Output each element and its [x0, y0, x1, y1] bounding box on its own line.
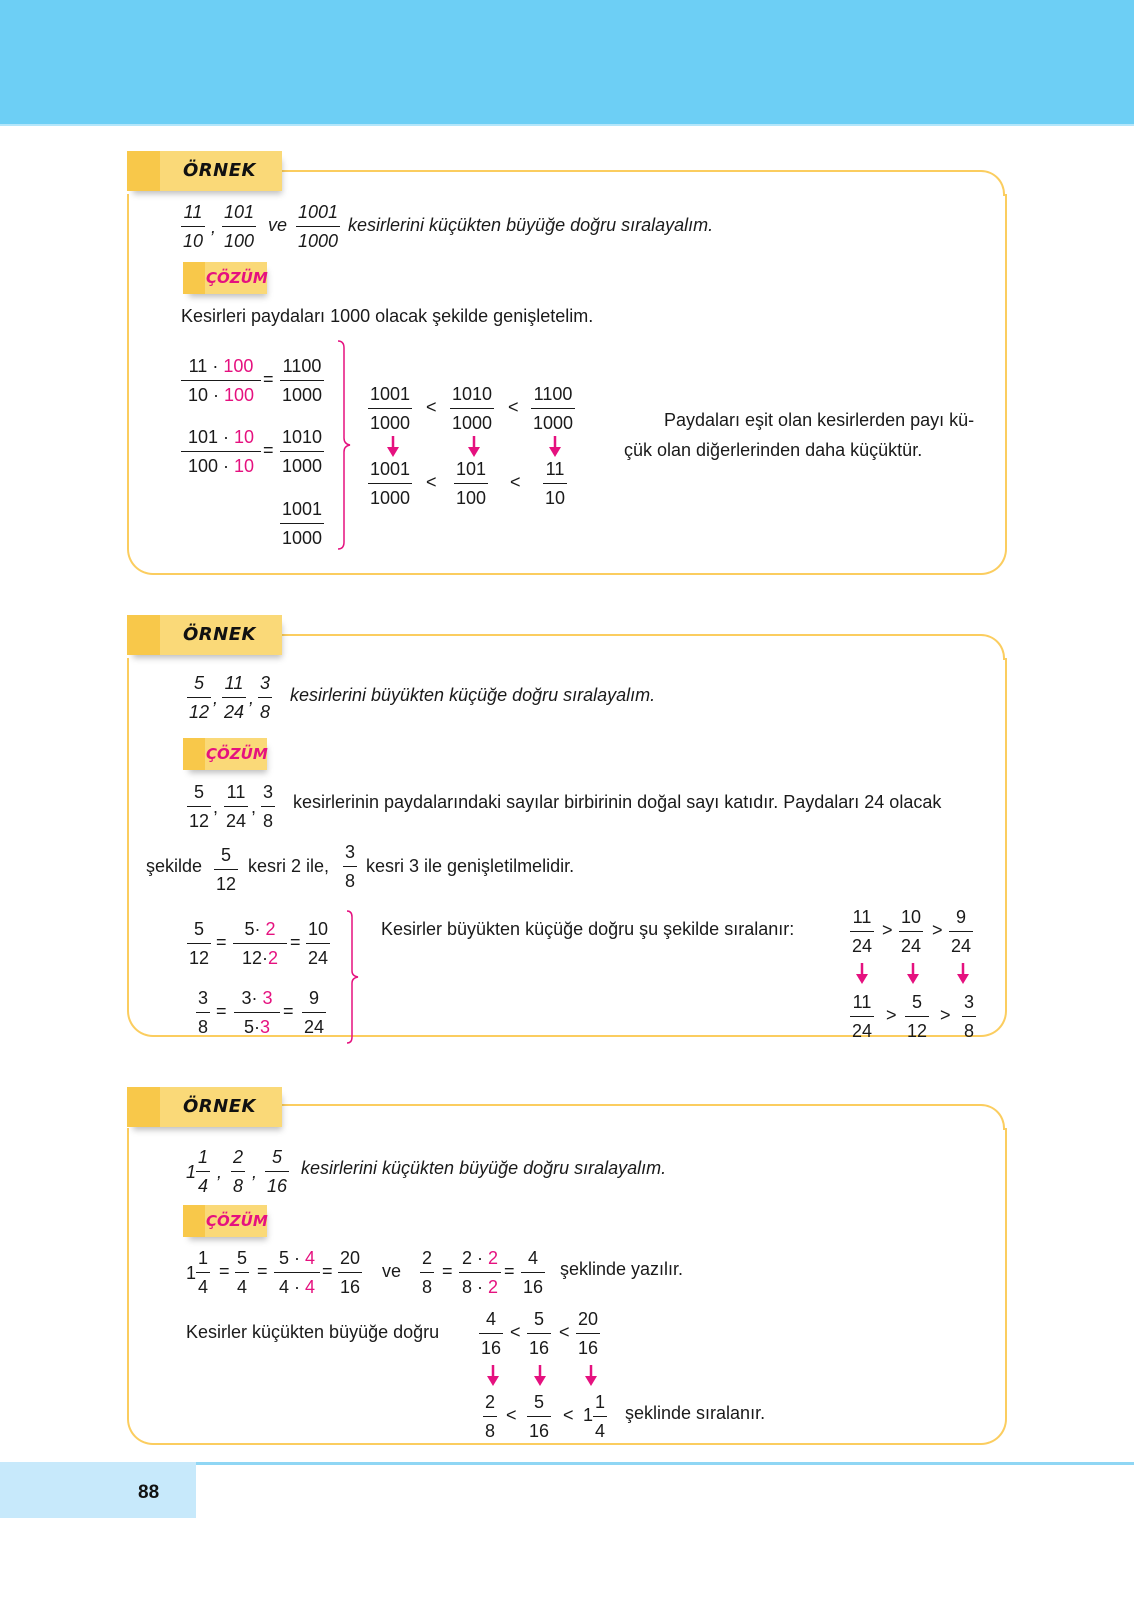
ornek-tag — [127, 1087, 282, 1127]
note-line-1: Paydaları eşit olan kesirlerden payı kü- — [664, 410, 975, 430]
card-border-corner — [979, 1104, 1005, 1130]
question-text: kesirlerini büyükten küçüğe doğru sıralayalım. — [290, 685, 656, 705]
fraction: $\frac{1}{4}$ — [198, 1147, 209, 1196]
arrow-down-icon — [486, 1365, 500, 1387]
fraction: $\frac{1001}{1000}$ — [282, 499, 323, 548]
ornek-label: ÖRNEK — [183, 1096, 256, 1117]
card-border-top — [282, 634, 980, 636]
fraction: $\frac{1001}{1000}$ — [370, 384, 411, 433]
card-border-corner — [979, 634, 1005, 660]
fraction: $\frac{2}{8}$ — [422, 1248, 433, 1297]
cozum-tag — [183, 738, 267, 770]
fraction: $\frac{11}{24}$ — [852, 907, 873, 956]
right-brace-icon — [345, 910, 361, 1045]
fraction: $\frac{5}{12}$ — [216, 845, 237, 894]
footer-line — [196, 1462, 1134, 1465]
arrow-down-icon — [548, 436, 562, 458]
fraction: $\frac{11}{24}$ — [224, 673, 245, 722]
fraction: $\frac{3}{8}$ — [260, 673, 271, 722]
fraction: $\frac{11}{24}$ — [852, 992, 873, 1041]
fraction: $\frac{11}{10}$ — [545, 459, 566, 508]
cozum-label: ÇÖZÜM — [206, 1212, 268, 1230]
explain-line-1: kesirlerinin paydalarındaki sayılar birbirinin doğal sayı katıdır. Paydaları 24 olacak — [293, 792, 942, 812]
page-number-box — [0, 1462, 196, 1518]
fraction: $\frac{5}{16}$ — [529, 1392, 550, 1441]
fraction: $\frac{10}{24}$ — [308, 919, 329, 968]
fraction: $\frac{5}{16}$ — [529, 1309, 550, 1358]
fraction: $\frac{1100}{1000}$ — [282, 356, 323, 405]
fraction: $\frac{5}{12}$ — [189, 782, 210, 831]
expansion-fraction: $\frac{5\cdot 2}{12\cdot 2}$ — [233, 920, 287, 967]
fraction: $\frac{3}{8}$ — [198, 988, 209, 1037]
fraction: $\frac{3}{8}$ — [345, 842, 356, 891]
fraction: $\frac{4}{16}$ — [523, 1248, 544, 1297]
fraction: $\frac{2}{8}$ — [233, 1147, 244, 1196]
ornek-label: ÖRNEK — [183, 160, 256, 181]
fraction: $\frac{9}{24}$ — [304, 988, 325, 1037]
header-band-edge — [0, 124, 1134, 126]
fraction: $\frac{20}{16}$ — [340, 1248, 361, 1297]
header-band — [0, 0, 1134, 124]
solution-intro: Kesirleri paydaları 1000 olacak şekilde genişletelim. — [181, 306, 594, 326]
cozum-tag — [183, 262, 267, 294]
fraction: $\frac{5}{12}$ — [189, 673, 210, 722]
fraction: $\frac{1}{4}$ — [198, 1248, 209, 1297]
fraction: $\frac{1}{4}$ — [595, 1392, 606, 1441]
card-border-top — [282, 170, 980, 172]
card-border-corner — [979, 170, 1005, 196]
question-text: kesirlerini küçükten büyüğe doğru sıralayalım. — [301, 1158, 667, 1178]
arrow-down-icon — [956, 963, 970, 985]
fraction: $\frac{1100}{1000}$ — [533, 384, 574, 433]
arrow-down-icon — [584, 1365, 598, 1387]
fraction: $\frac{10}{24}$ — [901, 907, 922, 956]
fraction: $\frac{20}{16}$ — [578, 1309, 599, 1358]
fraction: $\frac{1001}{1000}$ — [370, 459, 411, 508]
ornek-tag — [127, 615, 282, 655]
expansion-fraction: $\frac{3\cdot 3}{5\cdot 3}$ — [234, 989, 280, 1036]
right-brace-icon — [336, 340, 352, 550]
arrow-down-icon — [906, 963, 920, 985]
expansion-fraction: $\frac{101 \cdot 10}{100 \cdot 10}$ — [181, 428, 261, 475]
fraction: $\frac{5}{12}$ — [907, 992, 928, 1041]
fraction: $\frac{3}{8}$ — [964, 992, 975, 1041]
question-text: kesirlerini küçükten büyüğe doğru sıralayalım. — [348, 215, 714, 235]
arrow-down-icon — [386, 436, 400, 458]
fraction: $\frac{2}{8}$ — [485, 1392, 496, 1441]
fraction: $\frac{1010}{1000}$ — [452, 384, 493, 433]
card-border-top — [282, 1104, 980, 1106]
cozum-label: ÇÖZÜM — [206, 269, 268, 287]
fraction: $\frac{11}{10}$ — [183, 202, 204, 251]
fraction: $\frac{9}{24}$ — [951, 907, 972, 956]
page-number: 88 — [138, 1482, 160, 1503]
order-text: Kesirler küçükten büyüğe doğru — [186, 1322, 440, 1342]
fraction: $\frac{5}{16}$ — [267, 1147, 288, 1196]
fraction: $\frac{101}{100}$ — [224, 202, 255, 251]
expansion-fraction: $\frac{11 \cdot 100}{10 \cdot 100}$ — [181, 357, 261, 404]
arrow-down-icon — [855, 963, 869, 985]
expansion-fraction: $\frac{5 \cdot 4}{4 \cdot 4}$ — [274, 1249, 320, 1296]
fraction: $\frac{5}{4}$ — [237, 1248, 248, 1297]
expansion-fraction: $\frac{2 \cdot 2}{8 \cdot 2}$ — [459, 1249, 501, 1296]
fraction: $\frac{1001}{1000}$ — [298, 202, 339, 251]
note-line-2: çük olan diğerlerinden daha küçüktür. — [624, 440, 923, 460]
ornek-label: ÖRNEK — [183, 624, 256, 645]
fraction: $\frac{1010}{1000}$ — [282, 427, 323, 476]
ornek-tag — [127, 151, 282, 191]
fraction: $\frac{4}{16}$ — [481, 1309, 502, 1358]
fraction: $\frac{11}{24}$ — [226, 782, 247, 831]
cozum-label: ÇÖZÜM — [206, 745, 268, 763]
fraction: $\frac{5}{12}$ — [189, 919, 210, 968]
arrow-down-icon — [467, 436, 481, 458]
fraction: $\frac{101}{100}$ — [456, 459, 487, 508]
fraction: $\frac{3}{8}$ — [263, 782, 274, 831]
arrow-down-icon — [533, 1365, 547, 1387]
order-text: Kesirler büyükten küçüğe doğru şu şekilde sıralanır: — [381, 919, 795, 939]
cozum-tag — [183, 1205, 267, 1237]
